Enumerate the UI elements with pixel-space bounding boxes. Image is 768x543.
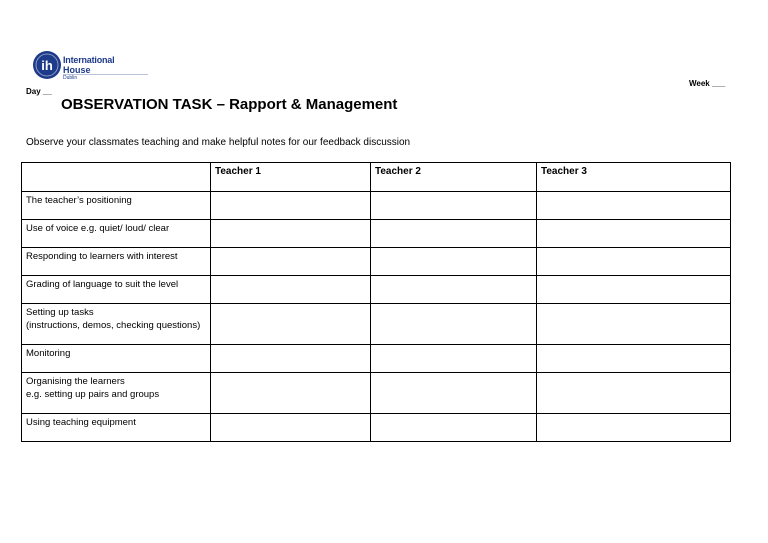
teacher-3-note-cell[interactable]	[537, 373, 731, 414]
teacher-1-note-cell[interactable]	[211, 345, 371, 373]
teacher-2-note-cell[interactable]	[371, 192, 537, 220]
week-label: Week ___	[689, 79, 726, 88]
criterion-label: Responding to learners with interest	[26, 251, 178, 262]
criterion-label: Use of voice e.g. quiet/ loud/ clear	[26, 223, 170, 234]
criterion-label: Monitoring	[26, 348, 71, 359]
table-row	[22, 345, 731, 373]
logo	[32, 50, 122, 82]
teacher-3-note-cell[interactable]	[537, 192, 731, 220]
teacher-3-note-cell[interactable]	[537, 304, 731, 345]
column-header-teacher-3: Teacher 3	[537, 163, 731, 192]
logo-line-1: International	[63, 55, 115, 65]
teacher-1-note-cell[interactable]	[211, 414, 371, 442]
teacher-1-note-cell[interactable]	[211, 248, 371, 276]
criterion-cell	[22, 373, 211, 414]
criterion-cell	[22, 192, 211, 220]
teacher-1-note-cell[interactable]	[211, 192, 371, 220]
teacher-2-note-cell[interactable]	[371, 248, 537, 276]
criterion-cell	[22, 248, 211, 276]
criterion-cell	[22, 414, 211, 442]
criterion-cell	[22, 304, 211, 345]
criterion-cell	[22, 345, 211, 373]
page-title: OBSERVATION TASK – Rapport & Management	[61, 96, 398, 113]
teacher-2-note-cell[interactable]	[371, 276, 537, 304]
table-row	[22, 276, 731, 304]
logo-line-2: House	[63, 65, 91, 75]
table-row	[22, 373, 731, 414]
ih-logo-icon	[32, 50, 62, 80]
teacher-3-note-cell[interactable]	[537, 248, 731, 276]
teacher-2-note-cell[interactable]	[371, 345, 537, 373]
day-label: Day __	[26, 87, 52, 96]
criterion-detail: (instructions, demos, checking questions)	[26, 320, 201, 331]
criterion-label: Organising the learners	[26, 376, 125, 387]
column-header-teacher-1: Teacher 1	[211, 163, 371, 192]
teacher-1-note-cell[interactable]	[211, 276, 371, 304]
teacher-2-note-cell[interactable]	[371, 373, 537, 414]
table-row	[22, 248, 731, 276]
teacher-2-note-cell[interactable]	[371, 304, 537, 345]
criterion-cell	[22, 276, 211, 304]
criterion-cell	[22, 220, 211, 248]
teacher-3-note-cell[interactable]	[537, 220, 731, 248]
teacher-1-note-cell[interactable]	[211, 373, 371, 414]
column-header-criteria	[22, 163, 211, 192]
table-row	[22, 220, 731, 248]
criterion-label: The teacher’s positioning	[26, 195, 132, 206]
svg-text:ih: ih	[41, 58, 53, 73]
table-row	[22, 304, 731, 345]
criterion-label: Using teaching equipment	[26, 417, 136, 428]
table-row	[22, 414, 731, 442]
teacher-2-note-cell[interactable]	[371, 220, 537, 248]
teacher-3-note-cell[interactable]	[537, 345, 731, 373]
teacher-2-note-cell[interactable]	[371, 414, 537, 442]
table-header-row	[22, 163, 731, 192]
logo-line-3: Dublin	[63, 75, 78, 81]
teacher-1-note-cell[interactable]	[211, 220, 371, 248]
observation-table	[21, 162, 731, 442]
teacher-3-note-cell[interactable]	[537, 414, 731, 442]
column-header-teacher-2: Teacher 2	[371, 163, 537, 192]
criterion-label: Setting up tasks	[26, 307, 94, 318]
criterion-detail: e.g. setting up pairs and groups	[26, 389, 160, 400]
table-row	[22, 192, 731, 220]
teacher-3-note-cell[interactable]	[537, 276, 731, 304]
criterion-label: Grading of language to suit the level	[26, 279, 179, 290]
instructions: Observe your classmates teaching and make helpful notes for our feedback discussion	[26, 137, 411, 148]
teacher-1-note-cell[interactable]	[211, 304, 371, 345]
